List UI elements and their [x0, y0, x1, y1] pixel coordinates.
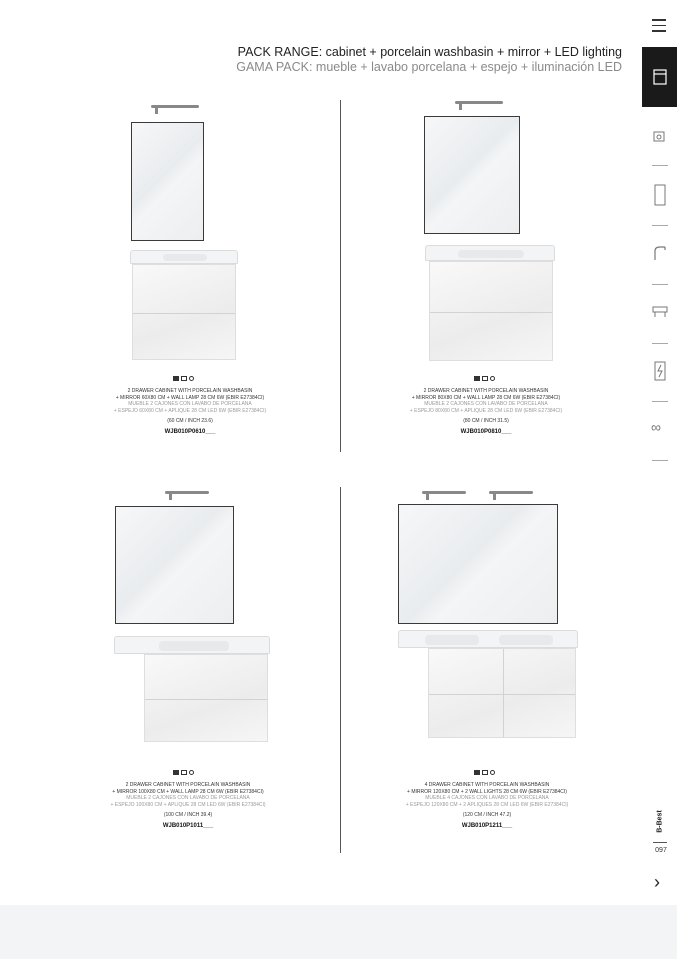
description-es: MUEBLE 4 CAJONES CON LAVABO DE PORCELANA + ESPEJO 120X80 CM + 2 APLIQUES 28 CM LED 6W (EBIR E27384CI): [405, 795, 569, 808]
cabinet: [425, 245, 555, 361]
mirror: [398, 504, 558, 624]
sidebar-item-cabinets[interactable]: [642, 47, 677, 107]
brand-label: B-Best: [656, 810, 664, 833]
description-es: MUEBLE 2 CAJONES CON LAVABO DE PORCELANA + ESPEJO 100X80 CM + APLIQUE 28 CM LED 6W (EBIR E27384CI): [110, 795, 266, 808]
product-code: WJB010P1211___: [461, 822, 513, 829]
description-en: 2 DRAWER CABINET WITH PORCELAIN WASHBASIN + MIRROR 100X80 CM + WALL LAMP 28 CM 6W (EBIR E27384CI): [112, 782, 264, 795]
product-code: WJB010P1011___: [162, 822, 214, 829]
page-subtitle: GAMA PACK: mueble + lavabo porcelana + espejo + iluminación LED: [236, 60, 622, 74]
washbasin-icon[interactable]: [653, 130, 665, 142]
sidebar-separator: [652, 401, 668, 402]
product-description: [374, 782, 600, 829]
cabinet-icon: [653, 69, 667, 85]
footer-bar: [0, 905, 677, 959]
mirror-icon[interactable]: [654, 184, 666, 206]
sidebar-separator: [652, 284, 668, 285]
cabinet: [398, 630, 578, 738]
wall-lamp-right: [489, 491, 533, 494]
product-description: [74, 782, 302, 829]
page-number: 097: [655, 847, 667, 854]
feature-icons: [474, 770, 495, 775]
page-title: PACK RANGE: cabinet + porcelain washbasin + mirror + LED lighting: [237, 45, 622, 59]
column-divider-top: [340, 100, 341, 452]
brand-underline: [653, 842, 667, 843]
wall-lamp: [455, 101, 503, 104]
menu-icon[interactable]: [652, 19, 666, 36]
cabinet: [114, 636, 270, 742]
infinity-icon[interactable]: ∞: [651, 419, 661, 435]
feature-icons: [474, 376, 495, 381]
sidebar-separator: [652, 460, 668, 461]
page-header: [150, 45, 622, 74]
feature-icons: [173, 770, 194, 775]
faucet-icon[interactable]: [653, 245, 667, 261]
radiator-icon[interactable]: [654, 361, 666, 381]
description-en: 2 DRAWER CABINET WITH PORCELAIN WASHBASIN + MIRROR 80X80 CM + WALL LAMP 28 CM 6W (EBIR E27384CI): [411, 388, 561, 401]
wall-lamp: [165, 491, 209, 494]
product-description: [376, 388, 596, 435]
description-es: MUEBLE 2 CAJONES CON LAVABO DE PORCELANA + ESPEJO 60X80 CM + APLIQUE 28 CM LED 6W (EBIR E27384CI): [113, 401, 267, 414]
cabinet: [130, 250, 238, 360]
product-size: (80 CM / INCH 31.5): [463, 418, 509, 424]
product-size: (120 CM / INCH 47.2): [462, 812, 512, 818]
description-en: 4 DRAWER CABINET WITH PORCELAIN WASHBASIN + MIRROR 120X80 CM + 2 WALL LIGHTS 28 CM 6W (EBIR E27384CI): [407, 782, 567, 795]
wall-lamp: [151, 105, 199, 108]
feature-icons: [173, 376, 194, 381]
product-code: WJB010P0810___: [460, 428, 512, 435]
sidebar-separator: [652, 165, 668, 166]
wall-lamp-left: [422, 491, 466, 494]
description-en: 2 DRAWER CABINET WITH PORCELAIN WASHBASIN + MIRROR 60X80 CM + WALL LAMP 28 CM 6W (EBIR E27384CI): [115, 388, 265, 401]
mirror: [424, 116, 520, 234]
product-description: [80, 388, 300, 435]
mirror: [131, 122, 204, 241]
sidebar-separator: [652, 225, 668, 226]
mirror: [115, 506, 234, 624]
product-code: WJB010P0610___: [164, 428, 216, 435]
description-es: MUEBLE 2 CAJONES CON LAVABO DE PORCELANA + ESPEJO 80X80 CM + APLIQUE 28 CM LED 6W (EBIR E27384CI): [409, 401, 563, 414]
next-page-chevron-icon[interactable]: ›: [654, 872, 660, 892]
sidebar-separator: [652, 343, 668, 344]
product-size: (60 CM / INCH 23.6): [167, 418, 213, 424]
column-divider-bottom: [340, 487, 341, 853]
product-size: (100 CM / INCH 39.4): [163, 812, 213, 818]
bench-icon[interactable]: [652, 306, 668, 318]
